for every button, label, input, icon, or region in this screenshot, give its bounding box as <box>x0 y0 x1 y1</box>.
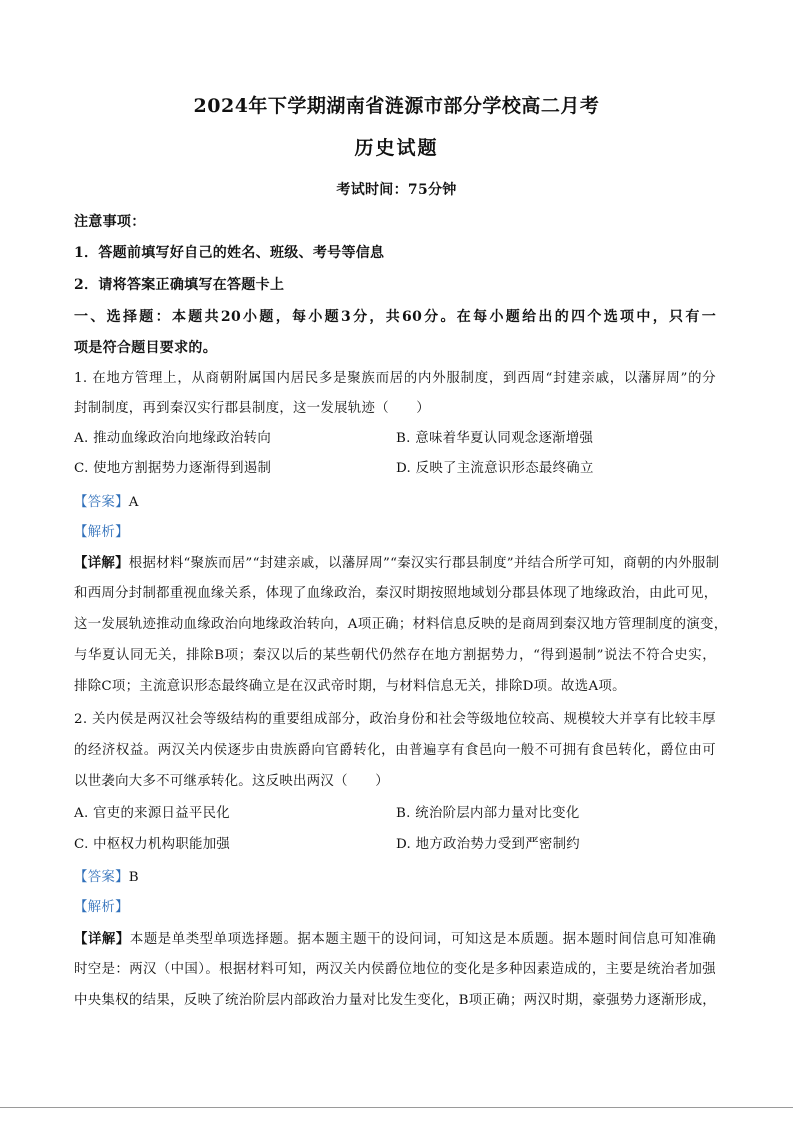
q1-detail-line: 与华夏认同无关，排除B项；秦汉以后的某些朝代仍然存在地方割据势力，“得到遏制”说法不符合史实， <box>74 648 716 663</box>
q2-stem-cont: 以世袭向大多不可继承转化。这反映出两汉（ ） <box>74 774 389 789</box>
subject-title: 历史试题 <box>354 137 439 159</box>
q1-detail-line: 和西周分封制都重视血缘关系，体现了血缘政治，秦汉时期按照地域划分郡县体现了地缘政治，由此可见， <box>74 586 718 601</box>
q2-option-c: C. 中枢权力机构职能加强 <box>74 837 231 852</box>
notice-item: 2．请将答案正确填写在答题卡上 <box>74 277 285 293</box>
answer-label: 【答案】 <box>74 495 129 510</box>
q2-stem: 2. 关内侯是两汉社会等级结构的重要组成部分，政治身份和社会等级地位较高、规模较大并享有比较丰厚 <box>74 712 716 727</box>
answer-value: A <box>128 495 139 510</box>
q1-option-b: B. 意味着华夏认同观念逐渐增强 <box>396 431 594 446</box>
q1-option-c: C. 使地方割据势力逐渐得到遏制 <box>74 461 272 476</box>
q2-detail-line: 时空是：两汉（中国）。根据材料可知，两汉关内侯爵位地位的变化是多种因素造成的，主要是统治者加强 <box>74 962 716 977</box>
q1-option-d: D. 反映了主流意识形态最终确立 <box>396 461 594 476</box>
q2-detail-line: 中央集权的结果，反映了统治阶层内部政治力量对比发生变化，B项正确；两汉时期，豪强势力逐渐形成， <box>74 993 716 1008</box>
section-heading: 一、选择题：本题共20小题，每小题3分，共60分。在每小题给出的四个选项中，只有一 <box>74 309 716 325</box>
q1-option-a: A. 推动血缘政治向地缘政治转向 <box>74 431 272 446</box>
detail-text: 根据材料“聚族而居”“封建亲戚，以藩屏周”“秦汉实行郡县制度”并结合所学可知，商朝的内外服制 <box>128 556 720 571</box>
detail-label: 【详解】 <box>74 555 129 571</box>
answer-value: B <box>128 870 139 885</box>
section-heading-cont: 项是符合题目要求的。 <box>74 340 217 356</box>
q1-stem-cont: 封制制度，再到秦汉实行郡县制度，这一发展轨迹（ ） <box>74 401 430 416</box>
notice-heading: 注意事项： <box>74 214 146 230</box>
q2-option-d: D. 地方政治势力受到严密制约 <box>396 837 580 852</box>
document-title: 2024年下学期湖南省涟源市部分学校高二月考 <box>193 95 600 117</box>
page-bottom-divider <box>0 1107 793 1108</box>
q2-answer <box>74 870 139 886</box>
q1-detail-line: 这一发展轨迹推动血缘政治向地缘政治转向，A项正确；材料信息反映的是商周到秦汉地方管理制度的演变， <box>74 617 728 632</box>
q1-analysis-label: 【解析】 <box>74 525 129 540</box>
notice-item: 1．答题前填写好自己的姓名、班级、考号等信息 <box>74 245 385 261</box>
q1-answer <box>74 495 139 511</box>
q1-detail-line <box>74 555 720 572</box>
detail-text: 本题是单类型单项选择题。据本题主题干的设问词，可知这是本质题。据本题时间信息可知准确 <box>129 932 716 947</box>
q1-detail-line: 排除C项；主流意识形态最终确立是在汉武帝时期，与材料信息无关，排除D项。故选A项。 <box>74 679 626 694</box>
exam-time: 考试时间：75分钟 <box>336 182 457 198</box>
q2-detail-line <box>74 931 716 948</box>
detail-label: 【详解】 <box>74 931 130 947</box>
answer-label: 【答案】 <box>74 870 129 885</box>
q2-analysis-label: 【解析】 <box>74 900 129 915</box>
q2-stem-cont: 的经济权益。两汉关内侯逐步由贵族爵向官爵转化，由普遍享有食邑向一般不可拥有食邑转化，爵位由可 <box>74 743 716 758</box>
q1-stem: 1. 在地方管理上，从商朝附属国内居民多是聚族而居的内外服制度，到西周“封建亲戚，以藩屏周”的分 <box>74 371 716 386</box>
q2-option-b: B. 统治阶层内部力量对比变化 <box>396 806 580 821</box>
q2-option-a: A. 官吏的来源日益平民化 <box>74 806 230 821</box>
